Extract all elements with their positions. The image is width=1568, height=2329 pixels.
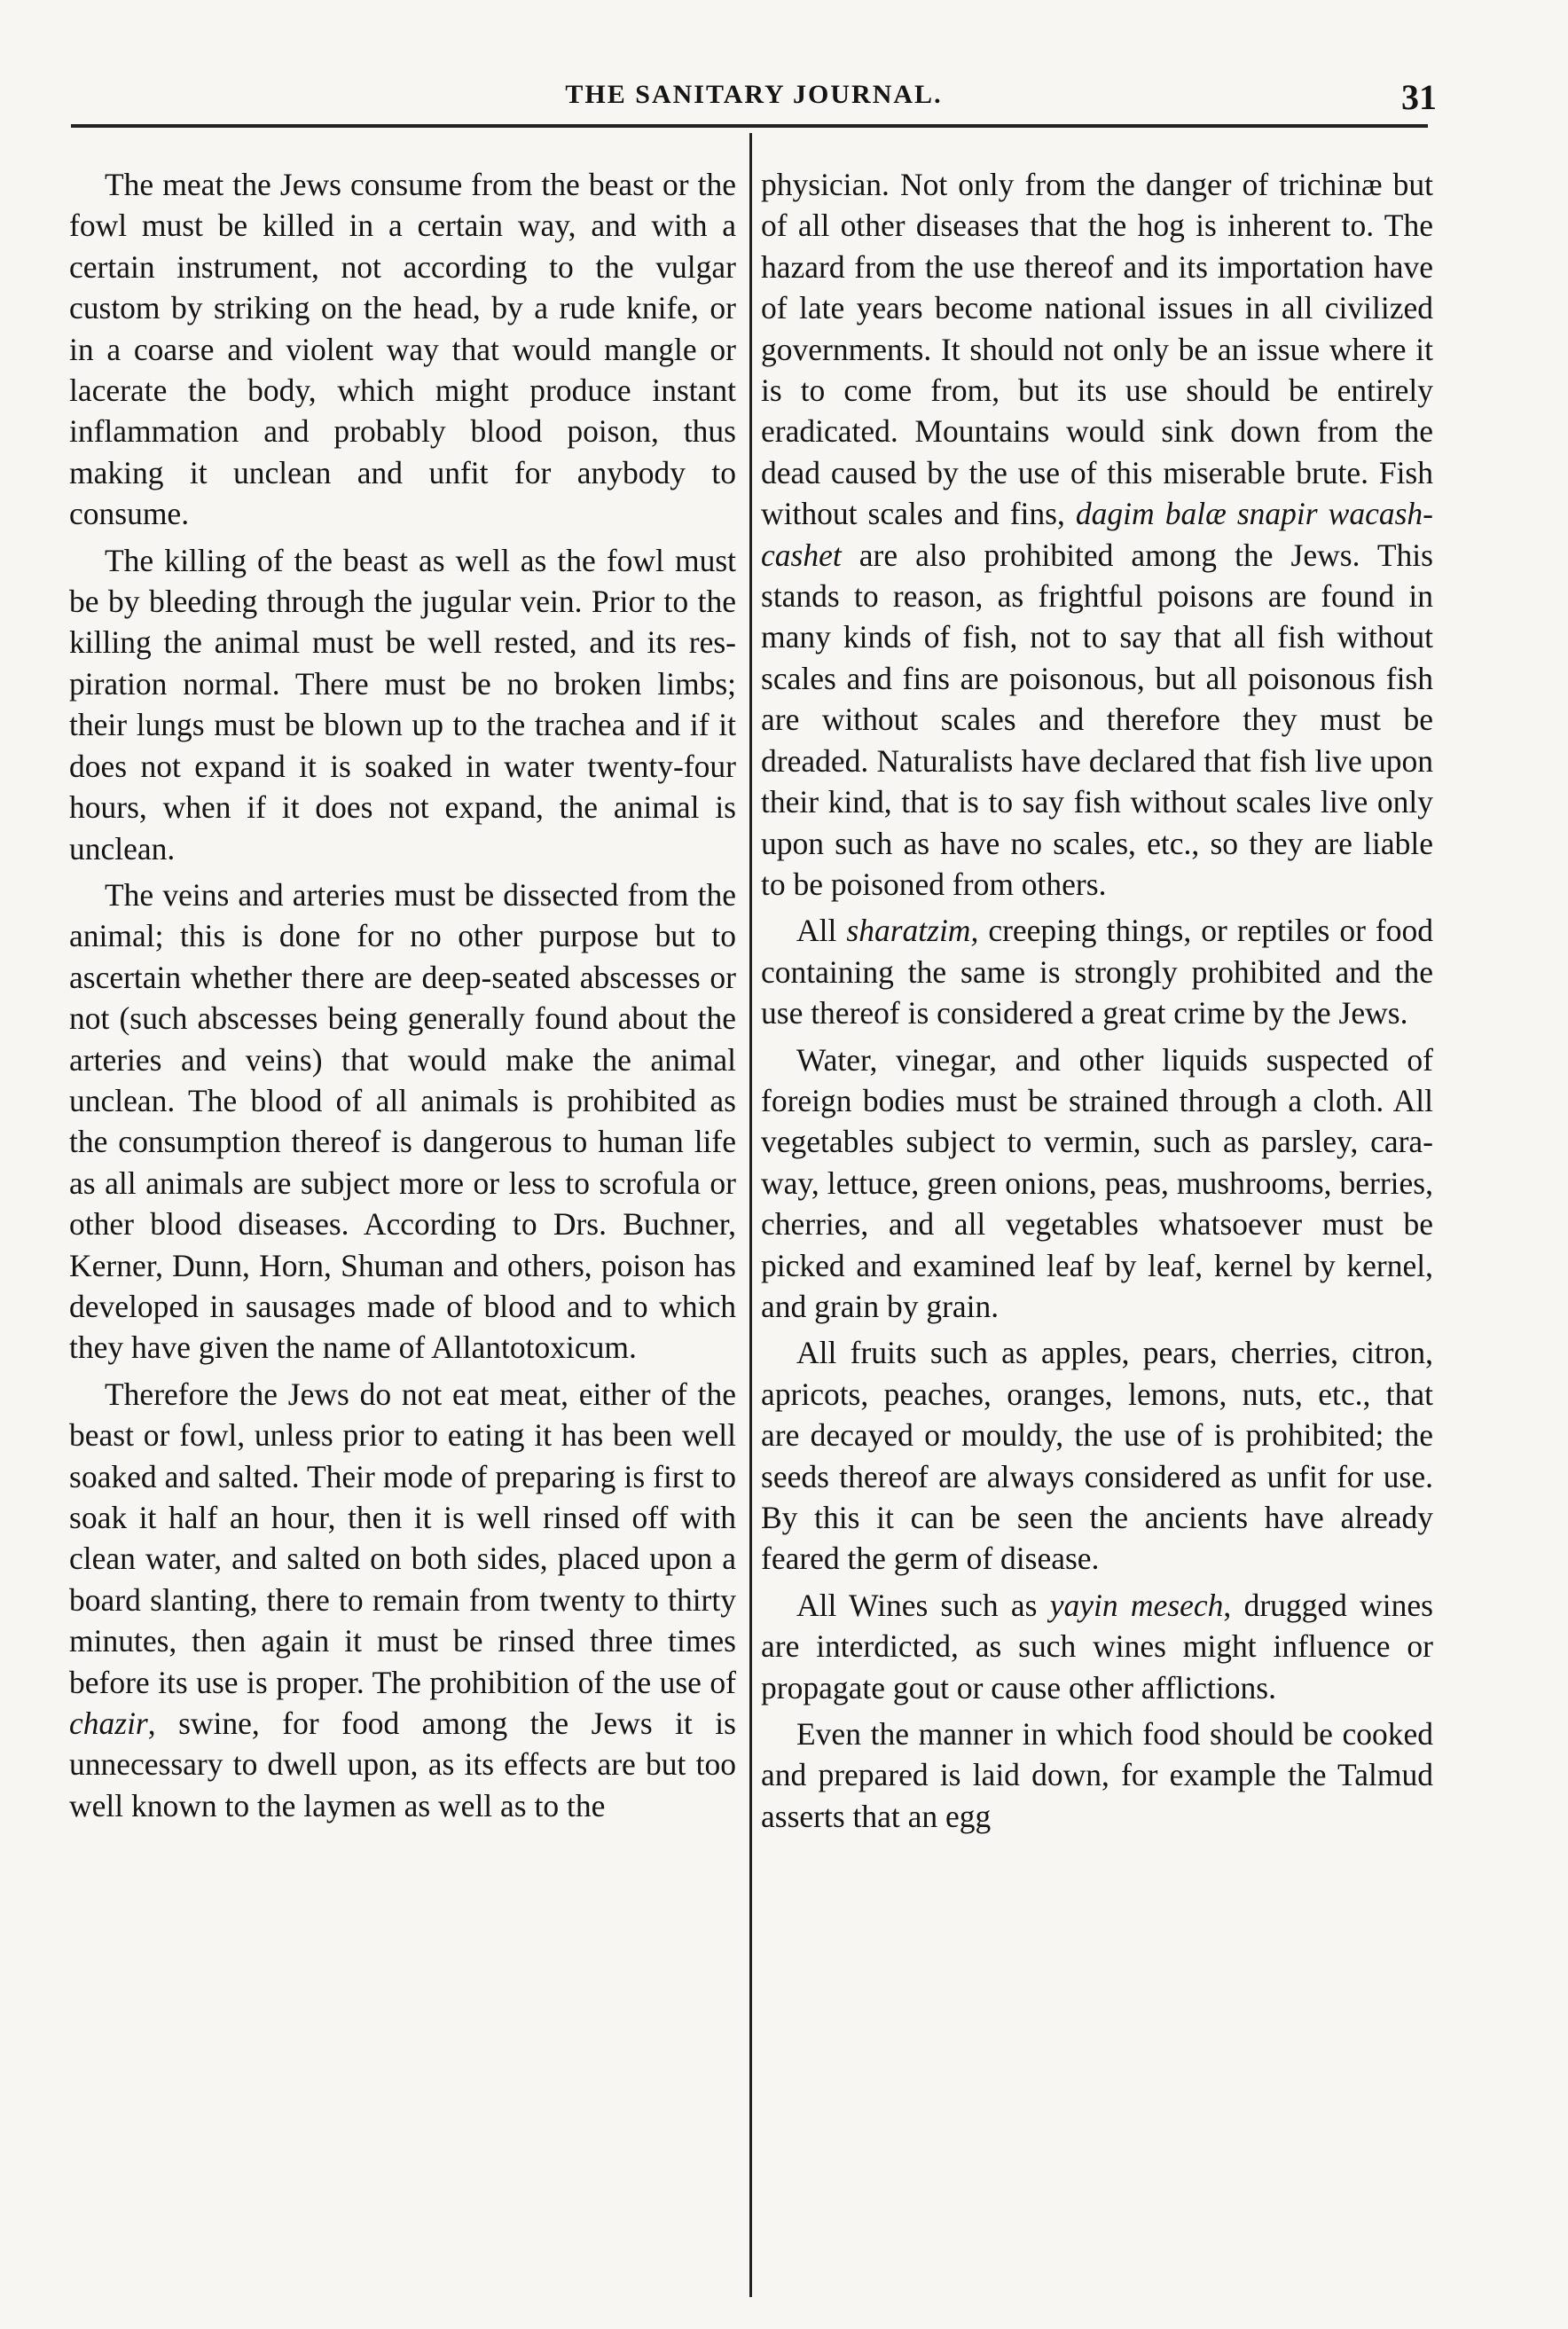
text-run: Therefore the Jews do not eat meat, either of the beast or fowl, unless prior to eating it has been well soaked and salted. Their mode of preparing is first to soak it half an hour, then it is well rinsed off with clean water, and salted on both sides, placed upon a board slanting, there to remain from twenty to thirty minutes, then again it must be rinsed three times before its use is proper. The prohibition of the use of bbox=[69, 1376, 736, 1700]
paragraph: Water, vinegar, and other liquids suspected of foreign bodies must be strained through a cloth. All vegetables subject to vermin, such as parsley, caraway, lettuce, green onions, peas, mushrooms, berries, cherries, and all vegetables whatsoever must be picked and examined leaf by leaf, kernel by kernel, and grain by grain. bbox=[761, 1041, 1433, 1324]
hebrew-term: yayin mesech bbox=[1049, 1587, 1224, 1623]
paragraph bbox=[761, 1585, 1433, 1708]
text-run: , drugged wines are interdicted, as such wines might influence or propagate gout or cause other afflictions. bbox=[761, 1587, 1433, 1706]
text-run: physician. Not only from the danger of trichinæ but of all other diseases that the hog is inherent to. The hazard from the use thereof and its importation have of late years become national issues in all civilized governments. It should not only be an issue where it is to come from, but its use should be entirely eradicated. Mountains would sink down from the dead caused by the use of this miserable brute. Fish without scales and fins, bbox=[761, 167, 1433, 532]
running-title: THE SANITARY JOURNAL. bbox=[565, 80, 943, 109]
paragraph: The meat the Jews consume from the beast or the fowl must be killed in a certain way, and with a certain instrument, not according to the vulgar custom by striking on the head, by a rude knife, or in a coarse and violent way that would mangle or lacerate the body, which might produce instant inflammation and probably blood poison, thus making it unclean and unfit for anybody to consume. bbox=[69, 167, 736, 532]
text-run: , swine, for food among the Jews it is unnecessary to dwell upon, as its effects are but too well known to the laymen as well as to the bbox=[69, 1706, 736, 1823]
page-number: 31 bbox=[1401, 77, 1437, 117]
hebrew-term: dagim balæ snapir wacash-cashet bbox=[761, 496, 1433, 573]
header-rule bbox=[71, 124, 1428, 128]
hebrew-term: chazir bbox=[69, 1706, 148, 1742]
paragraph: Even the manner in which food should be cooked and prepared is laid down, for example the Talmud asserts that an egg bbox=[761, 1716, 1433, 1834]
left-column bbox=[69, 164, 736, 1831]
paragraph: All fruits such as apples, pears, cherries, citron, apricots, peaches, oranges, lemons, nuts, etc., that are decayed or mouldy, the use of is prohibited; the seeds thereof are always considered as unfit for use. By this it can be seen the ancients have already feared the germ of disease. bbox=[761, 1335, 1433, 1577]
paragraph: The veins and arteries must be dissected from the animal; this is done for no other purpose but to ascertain whether there are deep-seated abscesses or not (such abscesses being generally found about the arteries and veins) that would make the animal unclean. The blood of all animals is prohibited as the consumption thereof is dangerous to human life as all animals are subject more or less to scrofula or other blood diseases. According to Drs. Buchner, Kerner, Dunn, Horn, Shuman and others, poison has developed in sausages made of blood and to which they have given the name of Allantotoxicum. bbox=[69, 876, 736, 1366]
right-column bbox=[761, 164, 1433, 1842]
text-run: All bbox=[796, 913, 847, 949]
hebrew-term: sharatzim, bbox=[846, 913, 979, 949]
paragraph bbox=[69, 1374, 736, 1826]
paragraph bbox=[761, 910, 1433, 1033]
column-divider bbox=[749, 133, 752, 2297]
paragraph bbox=[761, 164, 1433, 905]
text-run: are also prohibited among the Jews. This stands to reason, as frightful poisons are found in many kinds of fish, not to say that all fish without scales and fins are poisonous, but all poisonous fish are without scales and therefore they must be dreaded. Naturalists have declared that fish live upon their kind, that is to say fish without scales live only upon such as have no scales, etc., so they are liable to be poisoned from others. bbox=[761, 537, 1433, 902]
text-run: All Wines such as bbox=[796, 1587, 1050, 1623]
page-header bbox=[71, 71, 1437, 124]
paragraph: The killing of the beast as well as the fowl must be by bleeding through the jugular vein. Prior to the killing the animal must be well rested, and its respiration normal. There must be no broken limbs; their lungs must be blown up to the trachea and if it does not expand it is soaked in water twenty-four hours, when if it does not expand, the animal is unclean. bbox=[69, 542, 736, 867]
text-run: creeping things, or reptiles or food containing the same is strongly prohibited and the use thereof is considered a great crime by the Jews. bbox=[761, 913, 1433, 1031]
